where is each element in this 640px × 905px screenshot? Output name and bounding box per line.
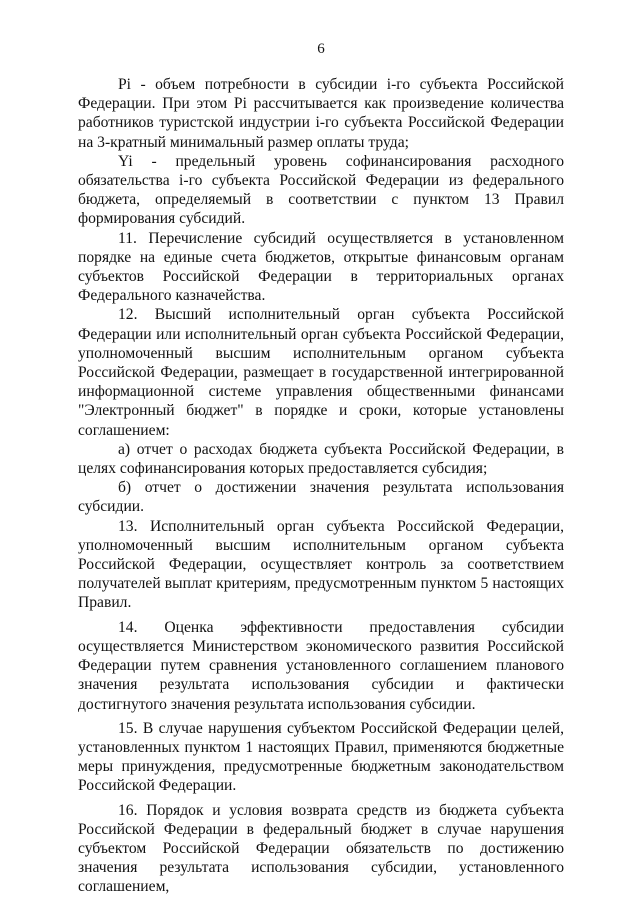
paragraph-clause-15: 15. В случае нарушения субъектом Российской Федерации целей, установленных пунктом 1 настоящих Правил, применяются бюджетные меры принуждения, предусмотренные бюджетным законодательством Российской Федерации. <box>78 719 564 795</box>
paragraph-yi-definition: Yi - предельный уровень софинансирования расходного обязательства i-го субъекта Российской Федерации из федерального бюджета, определяемый в соответствии с пунктом 13 Правил формирования субсидий. <box>78 152 564 228</box>
document-body <box>78 75 564 897</box>
paragraph-clause-11: 11. Перечисление субсидий осуществляется в установленном порядке на единые счета бюджетов, открытые финансовым органам субъектов Российской Федерации в территориальных органах Федерального казначейства. <box>78 229 564 305</box>
paragraph-clause-16: 16. Порядок и условия возврата средств из бюджета субъекта Российской Федерации в федеральный бюджет в случае нарушения субъектом Российской Федерации обязательств по достижению значения результата использования субсидии, установленного соглашением, <box>78 801 564 896</box>
paragraph-clause-12-a: а) отчет о расходах бюджета субъекта Российской Федерации, в целях софинансирования которых предоставляется субсидия; <box>78 440 564 478</box>
paragraph-pi-definition: Pi - объем потребности в субсидии i-го субъекта Российской Федерации. При этом Pi рассчитывается как произведение количества работников туристской индустрии i-го субъекта Российской Федерации на 3-кратный минимальный размер оплаты труда; <box>78 76 564 151</box>
page-number: 6 <box>317 41 325 57</box>
paragraph-clause-12-b: б) отчет о достижении значения результата использования субсидии. <box>78 479 564 516</box>
paragraph-clause-12: 12. Высший исполнительный орган субъекта Российской Федерации или исполнительный орган субъекта Российской Федерации, уполномоченный высшим исполнительным органом субъекта Российской Федерации, размещает в государственной интегрированной информационной системе управления общественными финансами "Электронный бюджет" в порядке и сроки, которые установлены соглашением: <box>78 306 564 439</box>
paragraph-clause-14: 14. Оценка эффективности предоставления субсидии осуществляется Министерством экономического развития Российской Федерации путем сравнения установленного соглашением планового значения результата использования субсидии и фактически достигнутого значения результата использования субсидии. <box>78 618 564 713</box>
paragraph-clause-13: 13. Исполнительный орган субъекта Российской Федерации, уполномоченный высшим исполнительным органом субъекта Российской Федерации, осуществляет контроль за соответствием получателей выплат критериям, предусмотренным пунктом 5 настоящих Правил. <box>78 517 564 612</box>
